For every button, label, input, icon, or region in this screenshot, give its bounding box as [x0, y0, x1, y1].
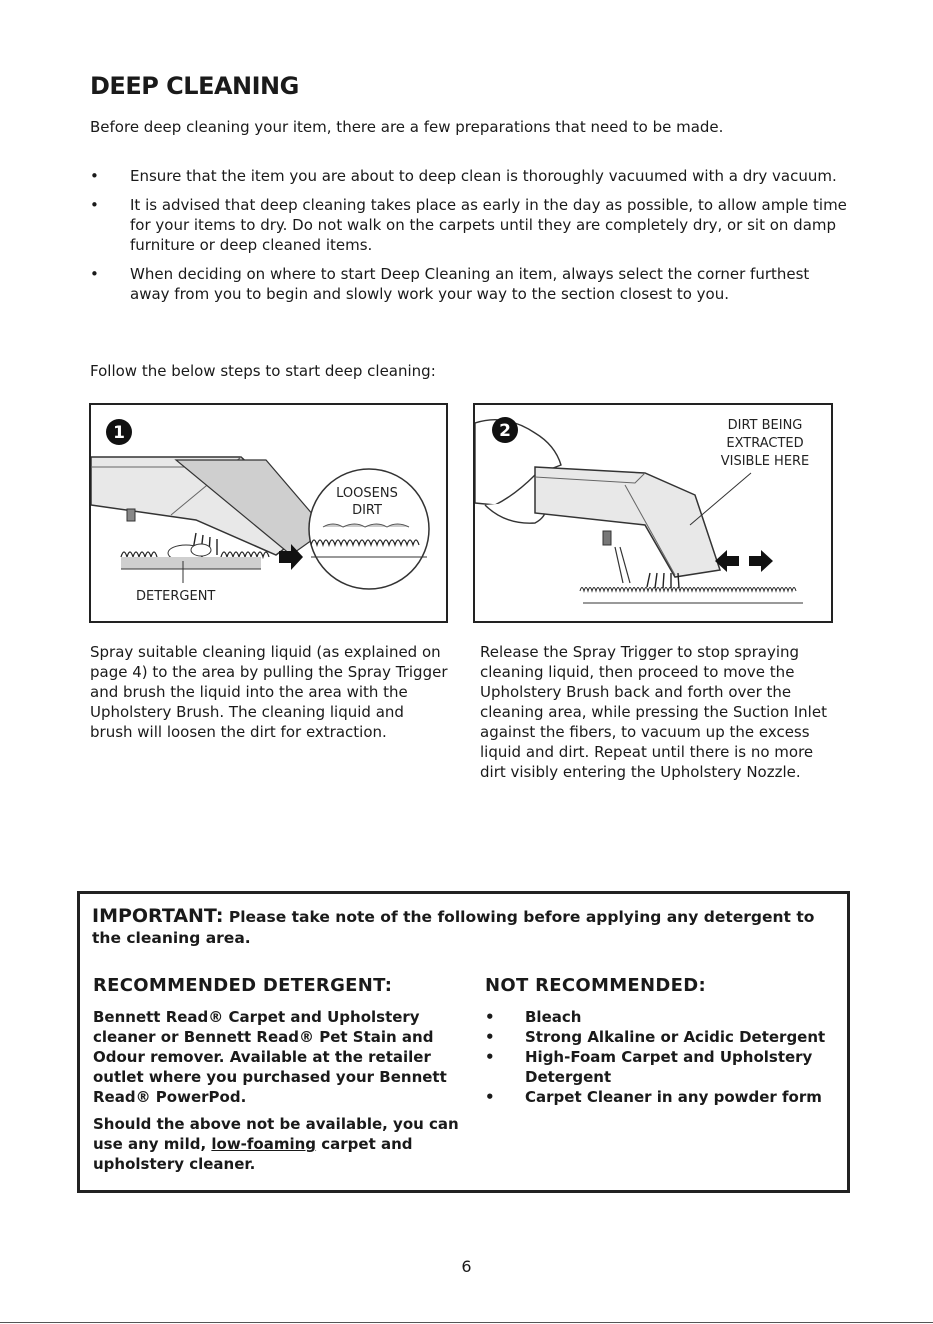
recommended-text: Bennett Read® Carpet and Upholstery cleaner or Bennett Read® Pet Stain and Odour remover. Available at the retailer outlet where you purchased your Bennett Read® PowerPod. — [93, 1008, 447, 1106]
dirt-label-line2: EXTRACTED — [726, 436, 804, 451]
loosens-label-line2: DIRT — [352, 503, 382, 518]
bullet-icon: • — [90, 196, 99, 214]
recommended-heading: RECOMMENDED DETERGENT: — [93, 975, 393, 996]
step2-drawing — [475, 405, 831, 621]
loosens-label-line1: LOOSENS — [336, 486, 398, 501]
step2-caption: Release the Spray Trigger to stop spraying cleaning liquid, then proceed to move the Upholstery Brush back and forth over the cleaning area, while pressing the Suction Inlet against the fibers, to vacuum up the excess liquid and dirt. Repeat until there is no more dirt visibly entering the Upholstery Nozzle. — [480, 643, 827, 781]
bullet-icon: • — [485, 1088, 495, 1106]
follow-steps-text: Follow the below steps to start deep cleaning: — [90, 362, 436, 380]
list-item: • It is advised that deep cleaning takes place as early in the day as possible, to allow ample time for your items to dry. Do not walk on the carpets until they are completely dry, or sit on damp furniture or deep cleaned items. — [90, 196, 847, 254]
step1-number: 1 — [113, 423, 125, 443]
step2-number: 2 — [499, 421, 511, 441]
bullet-icon: • — [90, 167, 99, 185]
detergent-label: DETERGENT — [136, 589, 216, 604]
list-item: • Bleach — [485, 1008, 582, 1026]
bullet-icon: • — [90, 265, 99, 283]
important-heading — [92, 906, 837, 949]
dirt-label-line1: DIRT BEING — [727, 418, 803, 433]
dirt-pointer — [690, 473, 751, 525]
bullet-icon: • — [485, 1008, 495, 1026]
list-item: • Ensure that the item you are about to deep clean is thoroughly vacuumed with a dry vacuum. — [90, 167, 837, 185]
important-text: Please take note of the following before applying any detergent to the cleaning area. — [92, 908, 815, 947]
carpet-fibers — [580, 588, 796, 592]
list-item: • Strong Alkaline or Acidic Detergent — [485, 1028, 826, 1046]
list-item: • Carpet Cleaner in any powder form — [485, 1088, 822, 1106]
low-foaming-emphasis: low-foaming — [211, 1135, 317, 1153]
step1-drawing — [91, 405, 446, 621]
step1-illustration — [89, 403, 448, 623]
important-label: IMPORTANT: — [92, 905, 224, 927]
bullet-icon: • — [485, 1028, 495, 1046]
spray-lines — [615, 547, 630, 583]
list-item: • When deciding on where to start Deep Cleaning an item, always select the corner furthest away from you to begin and slowly work your way to the section closest to you. — [90, 265, 810, 303]
alternative-text: Should the above not be available, you can use any mild, low-foaming carpet and upholstery cleaner. — [93, 1115, 459, 1173]
bullet-icon: • — [485, 1048, 495, 1066]
step2-illustration — [473, 403, 833, 623]
page-number: 6 — [461, 1257, 472, 1276]
right-arrow-icon — [749, 550, 773, 572]
intro-text: Before deep cleaning your item, there are a few preparations that need to be made. — [90, 118, 724, 136]
dirt-label-line3: VISIBLE HERE — [720, 454, 810, 469]
preparation-list — [90, 166, 850, 313]
bottom-rule — [0, 1322, 933, 1323]
not-recommended-list — [485, 1007, 835, 1107]
page-title: DEEP CLEANING — [90, 72, 299, 100]
not-recommended-heading: NOT RECOMMENDED: — [485, 975, 706, 996]
upholstery-tool-body — [535, 467, 720, 577]
step1-caption: Spray suitable cleaning liquid (as explained on page 4) to the area by pulling the Spray Trigger and brush the liquid into the area with the Upholstery Brush. The cleaning liquid and brush will loosen the dirt for extraction. — [90, 643, 448, 741]
list-item: • High-Foam Carpet and Upholstery Detergent — [485, 1048, 813, 1086]
